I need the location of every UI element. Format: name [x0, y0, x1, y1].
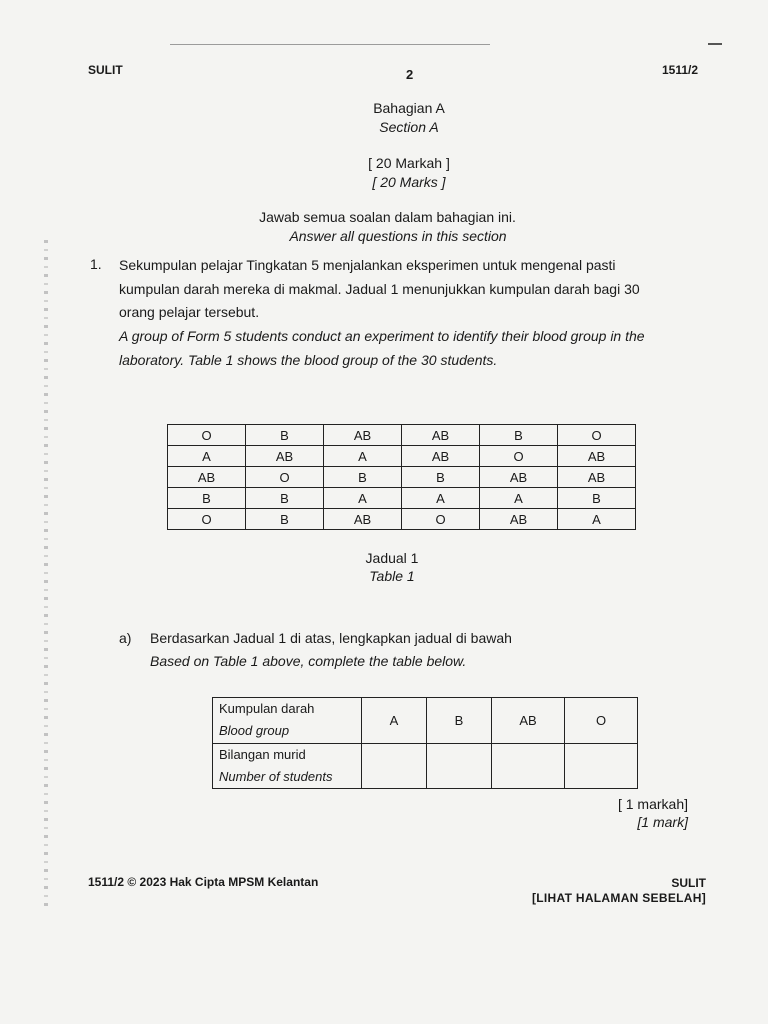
table-cell: B	[324, 467, 402, 488]
table-row	[168, 425, 636, 446]
section-marks-ms: [ 20 Markah ]	[368, 155, 450, 171]
table-cell: AB	[480, 509, 558, 530]
question-text-ms-line: Sekumpulan pelajar Tingkatan 5 menjalankan eksperimen untuk mengenal pasti	[119, 257, 616, 273]
table-cell: AB	[402, 446, 480, 467]
answer-cell[interactable]	[565, 744, 638, 789]
table-cell: AB	[246, 446, 324, 467]
table1-caption-ms: Jadual 1	[365, 550, 419, 566]
table-row	[213, 698, 638, 744]
footer-next-page: [LIHAT HALAMAN SEBELAH]	[532, 891, 706, 905]
section-title-ms: Bahagian A	[373, 100, 445, 116]
corner-mark	[708, 43, 722, 45]
table-cell: O	[480, 446, 558, 467]
table-cell: B	[558, 488, 636, 509]
table-cell: A	[558, 509, 636, 530]
table-cell: AB	[168, 467, 246, 488]
question-text-ms-line: kumpulan darah mereka di makmal. Jadual 1 menunjukkan kumpulan darah bagi 30	[119, 280, 640, 297]
table-cell: B	[246, 488, 324, 509]
question-number: 1.	[90, 256, 102, 272]
footer-copyright: 1511/2 © 2023 Hak Cipta MPSM Kelantan	[88, 875, 319, 889]
table-cell: AB	[558, 446, 636, 467]
question-text-ms-line: orang pelajar tersebut.	[119, 304, 260, 320]
group-header-cell: AB	[492, 698, 565, 744]
footer-sulit: SULIT	[671, 876, 706, 890]
table-cell: B	[246, 509, 324, 530]
question-text-ms	[119, 254, 640, 325]
section-title-en: Section A	[379, 119, 439, 135]
table-cell: B	[168, 488, 246, 509]
table-row	[168, 488, 636, 509]
answer-cell[interactable]	[492, 744, 565, 789]
students-label-ms: Bilangan murid	[219, 747, 306, 762]
table-cell: AB	[324, 509, 402, 530]
table-cell: AB	[558, 467, 636, 488]
table-cell: O	[168, 425, 246, 446]
answer-cell[interactable]	[362, 744, 427, 789]
question-text-en-line: laboratory. Table 1 shows the blood group of the 30 students.	[119, 351, 498, 368]
question-text-en	[119, 325, 645, 372]
answer-table	[212, 697, 638, 789]
table-cell: A	[324, 446, 402, 467]
table-cell: AB	[402, 425, 480, 446]
blood-group-label-en: Blood group	[219, 723, 290, 738]
students-label-en: Number of students	[219, 769, 333, 784]
table-row	[168, 446, 636, 467]
table-cell: O	[558, 425, 636, 446]
group-header-cell: B	[427, 698, 492, 744]
table-cell: B	[246, 425, 324, 446]
table-cell: O	[168, 509, 246, 530]
table-row	[168, 467, 636, 488]
blood-group-table	[167, 424, 636, 530]
header-right: 1511/2	[662, 63, 699, 77]
table-cell: AB	[480, 467, 558, 488]
part-a-marks-ms: [ 1 markah]	[617, 796, 688, 812]
section-instruction-ms: Jawab semua soalan dalam bahagian ini.	[259, 209, 516, 225]
section-marks-en: [ 20 Marks ]	[372, 174, 446, 190]
table-cell: B	[402, 467, 480, 488]
table-row	[168, 509, 636, 530]
table-cell: O	[246, 467, 324, 488]
part-a-label: a)	[119, 630, 132, 646]
blood-group-label-ms: Kumpulan darah	[219, 701, 315, 716]
group-header-cell: O	[565, 698, 638, 744]
answer-cell[interactable]	[427, 744, 492, 789]
table-cell: O	[402, 509, 480, 530]
table-cell: A	[324, 488, 402, 509]
part-a-text-ms: Berdasarkan Jadual 1 di atas, lengkapkan jadual di bawah	[150, 630, 512, 646]
part-a-text-en: Based on Table 1 above, complete the table below.	[150, 653, 467, 669]
header-left: SULIT	[88, 63, 123, 77]
table-cell: A	[480, 488, 558, 509]
section-instruction-en: Answer all questions in this section	[289, 228, 507, 244]
table-cell: AB	[324, 425, 402, 446]
question-text-en-line: A group of Form 5 students conduct an experiment to identify their blood group in the	[119, 328, 645, 344]
group-header-cell: A	[362, 698, 427, 744]
page-number: 2	[406, 67, 414, 82]
table1-caption-en: Table 1	[369, 568, 415, 584]
students-header	[213, 744, 362, 789]
blood-group-header	[213, 698, 362, 744]
table-row	[213, 744, 638, 789]
top-rule	[170, 44, 490, 45]
part-a-marks-en: [1 mark]	[637, 814, 688, 830]
table-cell: A	[168, 446, 246, 467]
table-cell: A	[402, 488, 480, 509]
table-cell: B	[480, 425, 558, 446]
